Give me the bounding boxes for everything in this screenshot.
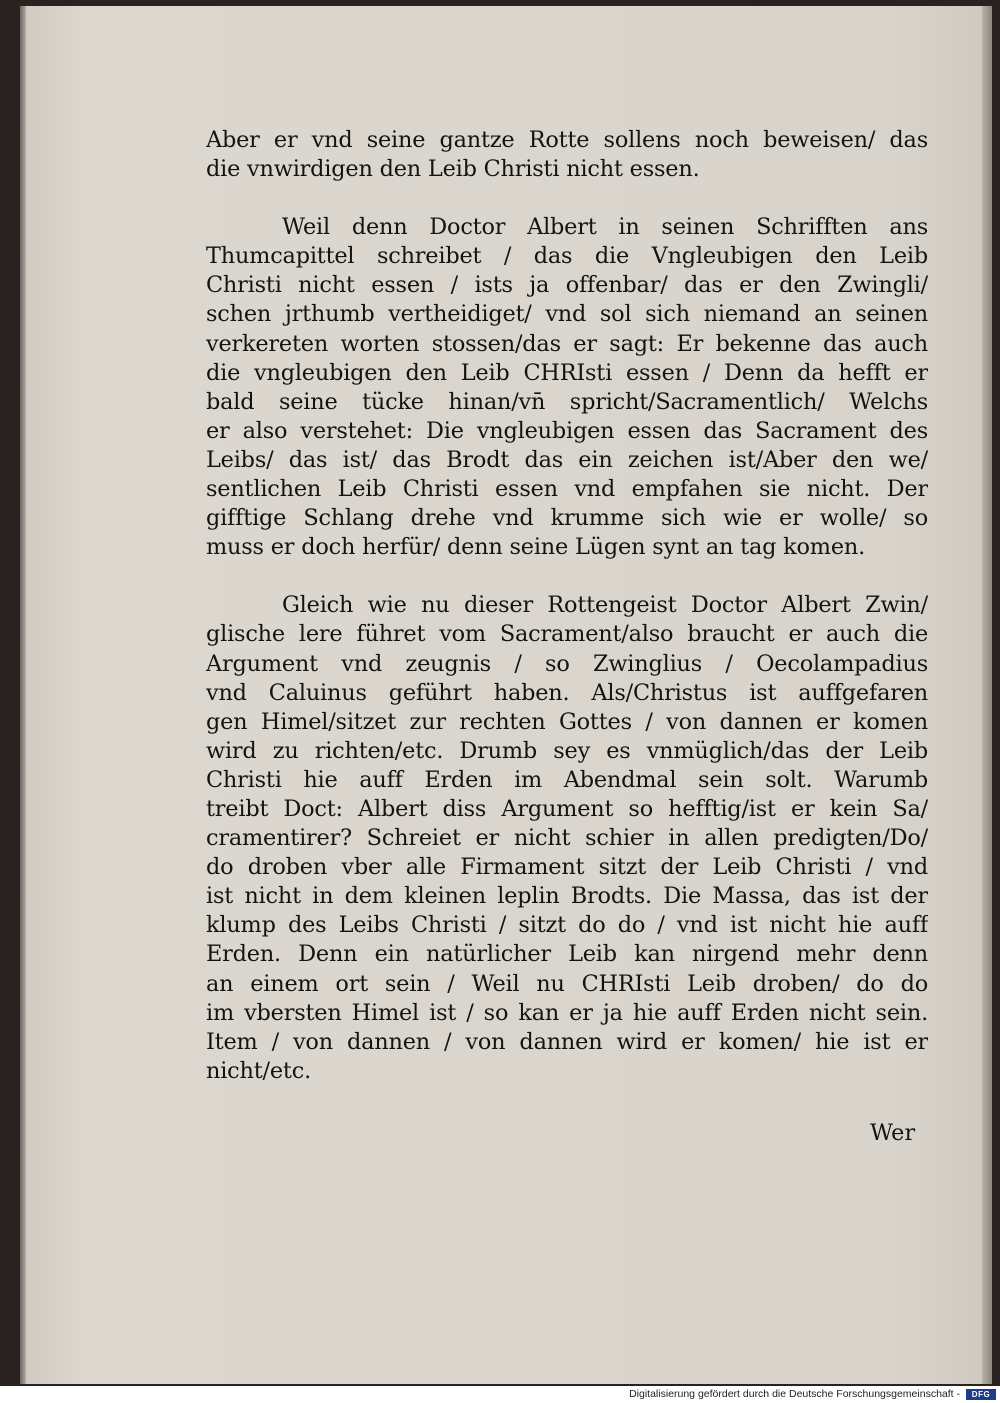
text-line: Item / von dannen / von dannen wird er komen/ hie ist er: [206, 1028, 928, 1055]
text-line: Christi nicht essen / ists ja offenbar/ das er den Zwingli/: [206, 272, 928, 299]
text-line: gifftige Schlang drehe vnd krumme sich wie er wolle/ so: [206, 505, 928, 532]
text-line: ist nicht in dem kleinen leplin Brodts. Die Massa, das ist der: [206, 883, 928, 910]
page-edge: [982, 6, 992, 1384]
text-line: im vbersten Himel ist / so kan er ja hie auff Erden nicht sein.: [206, 999, 928, 1026]
text-line: vnd Caluinus geführt haben. Als/Christus ist auffgefaren: [206, 679, 928, 706]
funding-notice: Digitalisierung gefördert durch die Deutsche Forschungsgemeinschaft -: [629, 1388, 960, 1400]
page-text-body: [206, 126, 928, 1115]
text-line: die vngleubigen den Leib CHRIsti essen / Denn da hefft er: [206, 359, 928, 386]
text-line: cramentirer? Schreiet er nicht schier in allen predigten/Do/: [206, 825, 928, 852]
text-line: bald seine tücke hinan/vn̄ spricht/Sacramentlich/ Welchs: [206, 388, 928, 415]
text-line: do droben vber alle Firmament sitzt der Leib Christi / vnd: [206, 854, 928, 881]
text-line: Christi hie auff Erden im Abendmal sein solt. Warumb: [206, 766, 928, 793]
text-line: nicht/etc.: [206, 1057, 311, 1084]
text-line: klump des Leibs Christi / sitzt do do / vnd ist nicht hie auff: [206, 912, 928, 939]
text-line: die vnwirdigen den Leib Christi nicht essen.: [206, 156, 700, 183]
text-line: gen Himel/sitzet zur rechten Gottes / von dannen er komen: [206, 708, 928, 735]
text-line: Weil denn Doctor Albert in seinen Schrifften ans: [282, 214, 928, 241]
text-line: verkereten worten stossen/das er sagt: Er bekenne das auch: [206, 330, 928, 357]
text-line: sentlichen Leib Christi essen vnd empfahen sie nicht. Der: [206, 476, 928, 503]
dfg-logo: DFG: [966, 1389, 996, 1400]
paragraph: [206, 213, 928, 562]
paragraph: [206, 126, 928, 184]
footer-bar: [0, 1386, 1000, 1403]
text-line: wird zu richten/etc. Drumb sey es vnmüglich/das der Leib: [206, 737, 928, 764]
text-line: Erden. Denn ein natürlicher Leib kan nirgend mehr denn: [206, 941, 928, 968]
catchword: Wer: [870, 1120, 916, 1146]
text-line: Argument vnd zeugnis / so Zwinglius / Oecolampadius: [206, 650, 928, 677]
text-line: Leibs/ das ist/ das Brodt das ein zeichen ist/Aber den we/: [206, 446, 928, 473]
text-line: Gleich wie nu dieser Rottengeist Doctor Albert Zwin/: [282, 592, 928, 619]
text-line: Thumcapittel schreibet / das die Vngleubigen den Leib: [206, 243, 928, 270]
text-line: er also verstehet: Die vngleubigen essen das Sacrament des: [206, 417, 928, 444]
text-line: Aber er vnd seine gantze Rotte sollens noch beweisen/ das: [206, 127, 928, 153]
text-line: treibt Doct: Albert diss Argument so hefftig/ist er kein Sa/: [206, 795, 928, 822]
text-line: schen jrthumb vertheidiget/ vnd sol sich niemand an seinen: [206, 301, 928, 328]
text-line: muss er doch herfür/ denn seine Lügen synt an tag komen.: [206, 534, 866, 561]
paragraph: [206, 591, 928, 1086]
text-line: glische lere führet vom Sacrament/also braucht er auch die: [206, 621, 928, 648]
text-line: an einem ort sein / Weil nu CHRIsti Leib droben/ do do: [206, 970, 928, 997]
